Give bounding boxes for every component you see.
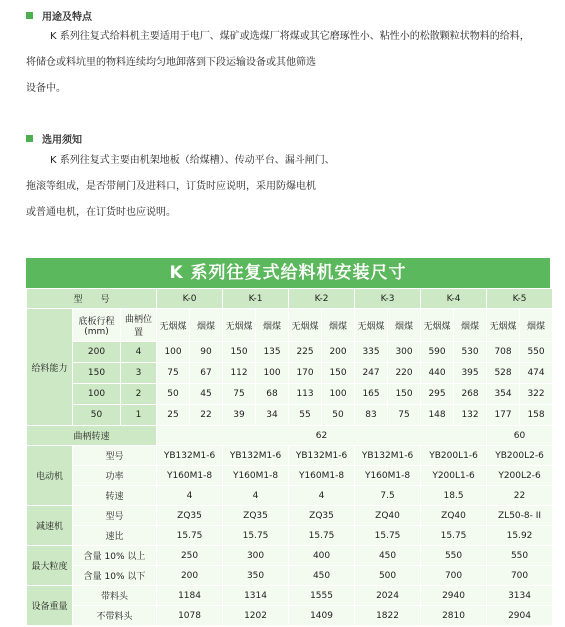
capacity-value: 100	[322, 384, 355, 405]
table-row	[27, 363, 553, 384]
section-heading-text: 选用须知	[42, 135, 82, 146]
crank-speed-label: 曲柄转速	[27, 426, 157, 446]
capacity-value: 148	[421, 405, 454, 426]
paragraph-line: 设备中。	[26, 83, 66, 94]
spec-value: YB132M1-6	[157, 446, 223, 466]
spec-value: 400	[289, 546, 355, 566]
paragraph-line: 拖滚等组成，是否带闸门及进料口，订货时应说明，采用防爆电机	[26, 181, 316, 192]
spec-value: 1822	[355, 606, 421, 626]
spec-value: YB200L2-6	[487, 446, 553, 466]
spec-value: ZL50-8- II	[487, 506, 553, 526]
paragraph-line: K 系列往复式给料机主要适用于电厂、煤矿或选煤厂将煤或其它磨琢性小、粘性小的松散颗粒状物料的给料，	[50, 31, 530, 42]
usage-paragraph	[26, 24, 551, 102]
capacity-value: 100	[157, 342, 190, 363]
model-header: K-3	[355, 289, 421, 309]
handle-value: 1	[121, 405, 157, 426]
model-header-label: 型 号	[27, 289, 157, 309]
spec-value: 4	[157, 486, 223, 506]
table-title: K 系列往复式给料机安装尺寸	[26, 258, 550, 288]
row-label: 转速	[73, 486, 157, 506]
spec-value: 2940	[421, 586, 487, 606]
capacity-value: 225	[289, 342, 322, 363]
model-header: K-4	[421, 289, 487, 309]
table-row	[27, 426, 553, 446]
weight-label: 设备重量	[27, 586, 73, 626]
capacity-value: 550	[520, 342, 553, 363]
spec-value: 1555	[289, 586, 355, 606]
capacity-value: 50	[157, 384, 190, 405]
spec-value: 700	[421, 566, 487, 586]
table-row	[27, 586, 553, 606]
spec-value: 1409	[289, 606, 355, 626]
table-row	[27, 506, 553, 526]
capacity-value: 55	[289, 405, 322, 426]
spec-value: Y160M1-8	[289, 466, 355, 486]
spec-value: Y200L1-6	[421, 466, 487, 486]
capacity-value: 132	[454, 405, 487, 426]
capacity-value: 50	[322, 405, 355, 426]
spec-value: 7.5	[355, 486, 421, 506]
table-row	[27, 526, 553, 546]
capacity-value: 295	[421, 384, 454, 405]
crank-speed-value: 60	[487, 426, 553, 446]
paragraph-line: 或普通电机，在订货时也应说明。	[26, 207, 176, 218]
capacity-value: 530	[454, 342, 487, 363]
capacity-value: 247	[355, 363, 388, 384]
spec-value: 300	[223, 546, 289, 566]
row-label: 不带料头	[73, 606, 157, 626]
reducer-label: 减速机	[27, 506, 73, 546]
capacity-label: 给料能力	[27, 309, 73, 426]
spec-value: 2024	[355, 586, 421, 606]
notes-paragraph	[26, 148, 551, 226]
capacity-value: 177	[487, 405, 520, 426]
row-label: 含量 10% 以上	[73, 546, 157, 566]
grain-size-label: 最大粒度	[27, 546, 73, 586]
spec-value: 2904	[487, 606, 553, 626]
coal-type-header: 烟煤	[322, 309, 355, 342]
table-row	[27, 309, 553, 342]
capacity-value: 83	[355, 405, 388, 426]
paragraph-line: 将储仓或料坑里的物料连续均匀地卸落到下段运输设备或其他筛选	[26, 57, 316, 68]
stroke-value: 200	[73, 342, 121, 363]
handle-value: 3	[121, 363, 157, 384]
spec-value: ZQ35	[157, 506, 223, 526]
spec-value: 1184	[157, 586, 223, 606]
paragraph-line: K 系列往复式主要由机架地板（给煤槽）、传动平台、漏斗闸门、	[50, 155, 335, 166]
spec-value: YB132M1-6	[289, 446, 355, 466]
model-header: K-5	[487, 289, 553, 309]
spec-value: 450	[289, 566, 355, 586]
spec-value: Y160M1-8	[157, 466, 223, 486]
capacity-value: 100	[256, 363, 289, 384]
capacity-value: 165	[355, 384, 388, 405]
spec-value: Y200L2-6	[487, 466, 553, 486]
capacity-value: 39	[223, 405, 256, 426]
capacity-value: 150	[322, 363, 355, 384]
spec-value: ZQ35	[223, 506, 289, 526]
coal-type-header: 无烟煤	[421, 309, 454, 342]
spec-value: 3134	[487, 586, 553, 606]
row-label: 速比	[73, 526, 157, 546]
capacity-value: 34	[256, 405, 289, 426]
table-row	[27, 446, 553, 466]
table-row	[27, 566, 553, 586]
spec-table-container	[26, 258, 550, 626]
coal-type-header: 无烟煤	[157, 309, 190, 342]
stroke-header: 底板行程 (mm)	[73, 309, 121, 342]
spec-value: 350	[223, 566, 289, 586]
spec-value: 1078	[157, 606, 223, 626]
spec-value: 200	[157, 566, 223, 586]
spec-value: 4	[223, 486, 289, 506]
spec-value: 450	[355, 546, 421, 566]
capacity-value: 90	[190, 342, 223, 363]
stroke-value: 150	[73, 363, 121, 384]
spec-value: 500	[355, 566, 421, 586]
spec-value: 18.5	[421, 486, 487, 506]
capacity-value: 395	[454, 363, 487, 384]
spec-value: Y160M1-8	[223, 466, 289, 486]
handle-value: 2	[121, 384, 157, 405]
table-row	[27, 384, 553, 405]
spec-value: 15.75	[223, 526, 289, 546]
coal-type-header: 无烟煤	[289, 309, 322, 342]
capacity-value: 45	[190, 384, 223, 405]
capacity-value: 474	[520, 363, 553, 384]
capacity-value: 590	[421, 342, 454, 363]
table-row	[27, 486, 553, 506]
capacity-value: 322	[520, 384, 553, 405]
row-label: 含量 10% 以下	[73, 566, 157, 586]
crank-speed-value: 62	[157, 426, 487, 446]
row-label: 型号	[73, 506, 157, 526]
bullet-square-icon	[26, 135, 33, 142]
coal-type-header: 无烟煤	[487, 309, 520, 342]
capacity-value: 150	[223, 342, 256, 363]
coal-type-header: 无烟煤	[223, 309, 256, 342]
spec-value: 1314	[223, 586, 289, 606]
capacity-value: 75	[157, 363, 190, 384]
capacity-value: 300	[388, 342, 421, 363]
capacity-value: 708	[487, 342, 520, 363]
coal-type-header: 烟煤	[190, 309, 223, 342]
spec-value: 550	[487, 546, 553, 566]
motor-label: 电动机	[27, 446, 73, 506]
spec-value: 15.92	[487, 526, 553, 546]
spec-value: ZQ35	[289, 506, 355, 526]
spec-table	[26, 288, 553, 626]
capacity-value: 75	[388, 405, 421, 426]
table-row	[27, 342, 553, 363]
handle-value: 4	[121, 342, 157, 363]
spec-value: ZQ40	[421, 506, 487, 526]
capacity-value: 220	[388, 363, 421, 384]
spec-value: 4	[289, 486, 355, 506]
section-heading-notes	[26, 131, 82, 146]
section-heading-text: 用途及特点	[42, 12, 92, 23]
capacity-value: 75	[223, 384, 256, 405]
spec-value: 15.75	[421, 526, 487, 546]
table-row	[27, 546, 553, 566]
table-row	[27, 289, 553, 309]
bullet-square-icon	[26, 12, 33, 19]
row-label: 带料头	[73, 586, 157, 606]
spec-value: YB132M1-6	[355, 446, 421, 466]
capacity-value: 22	[190, 405, 223, 426]
capacity-value: 113	[289, 384, 322, 405]
spec-value: 700	[487, 566, 553, 586]
spec-value: 15.75	[157, 526, 223, 546]
row-label: 功率	[73, 466, 157, 486]
spec-value: Y160M1-8	[355, 466, 421, 486]
capacity-value: 354	[487, 384, 520, 405]
capacity-value: 150	[388, 384, 421, 405]
capacity-value: 135	[256, 342, 289, 363]
stroke-value: 50	[73, 405, 121, 426]
capacity-value: 200	[322, 342, 355, 363]
spec-value: 2810	[421, 606, 487, 626]
model-header: K-1	[223, 289, 289, 309]
coal-type-header: 烟煤	[454, 309, 487, 342]
spec-value: 550	[421, 546, 487, 566]
table-row	[27, 405, 553, 426]
row-label: 型号	[73, 446, 157, 466]
section-heading-usage	[26, 8, 92, 23]
capacity-value: 158	[520, 405, 553, 426]
capacity-value: 268	[454, 384, 487, 405]
coal-type-header: 无烟煤	[355, 309, 388, 342]
capacity-value: 25	[157, 405, 190, 426]
spec-value: ZQ40	[355, 506, 421, 526]
spec-value: YB132M1-6	[223, 446, 289, 466]
capacity-value: 170	[289, 363, 322, 384]
table-row	[27, 466, 553, 486]
capacity-value: 335	[355, 342, 388, 363]
table-row	[27, 606, 553, 626]
capacity-value: 112	[223, 363, 256, 384]
spec-value: 1202	[223, 606, 289, 626]
capacity-value: 440	[421, 363, 454, 384]
coal-type-header: 烟煤	[388, 309, 421, 342]
model-header: K-0	[157, 289, 223, 309]
capacity-value: 67	[190, 363, 223, 384]
coal-type-header: 烟煤	[520, 309, 553, 342]
stroke-value: 100	[73, 384, 121, 405]
model-header: K-2	[289, 289, 355, 309]
spec-value: 15.75	[355, 526, 421, 546]
spec-value: 22	[487, 486, 553, 506]
spec-value: 250	[157, 546, 223, 566]
capacity-value: 68	[256, 384, 289, 405]
handle-header: 曲柄位置	[121, 309, 157, 342]
coal-type-header: 烟煤	[256, 309, 289, 342]
capacity-value: 528	[487, 363, 520, 384]
spec-value: YB200L1-6	[421, 446, 487, 466]
spec-value: 15.75	[289, 526, 355, 546]
